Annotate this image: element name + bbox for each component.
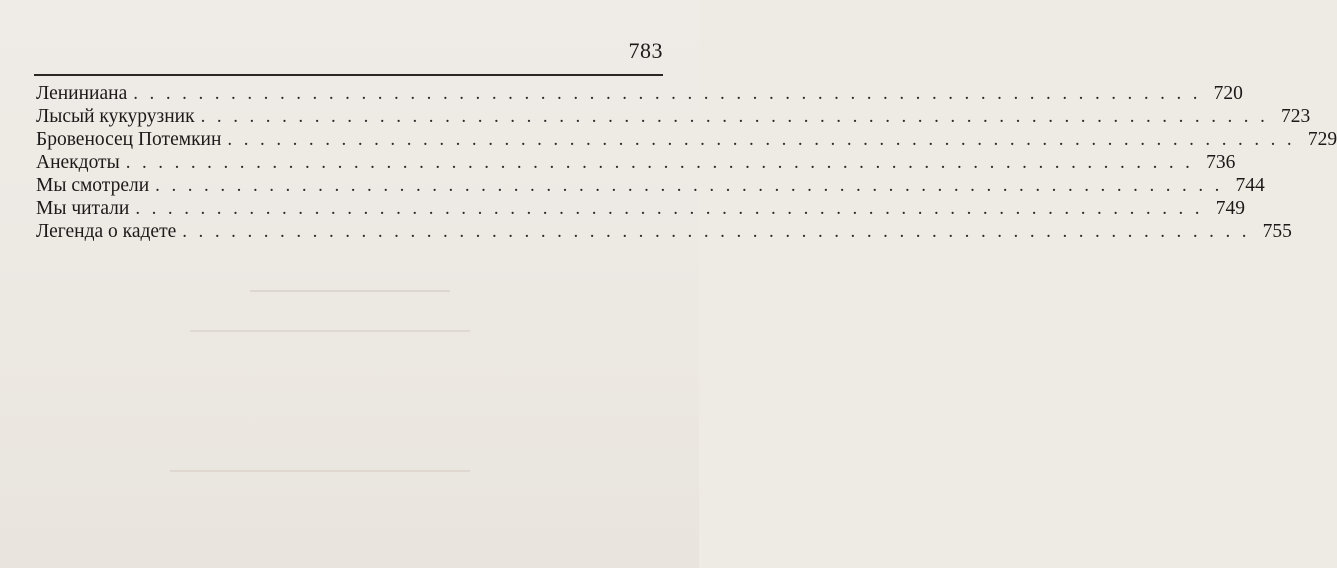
toc-entry[interactable] <box>36 197 1245 220</box>
toc-entry-page: 744 <box>1235 175 1265 196</box>
toc-entry-page: 755 <box>1262 221 1292 242</box>
toc-entry-page: 749 <box>1215 198 1245 219</box>
toc-entry-title: Лениниана <box>36 83 128 104</box>
toc-entry[interactable] <box>36 82 1243 105</box>
toc-leader-dots: . . . . . . . . . . . . . . . . . . . . . . . . . . . . . . . . . . . . . . . . . . . . . . . . . . . . . . . . . . . . . . . . . . <box>155 175 1223 196</box>
toc-entry[interactable] <box>36 105 1311 128</box>
bleed-through-shadow <box>250 290 450 292</box>
toc-entry-page: 720 <box>1213 83 1243 104</box>
toc-entry[interactable] <box>36 128 1337 151</box>
toc-leader-dots: . . . . . . . . . . . . . . . . . . . . . . . . . . . . . . . . . . . . . . . . . . . . . . . . . . . . . . . . . . . . . . . . . . <box>135 198 1203 219</box>
page-number: 783 <box>628 38 663 63</box>
toc-entry-page: 736 <box>1206 152 1236 173</box>
toc-entry-title: Мы смотрели <box>36 175 150 196</box>
bleed-through-shadow <box>190 330 470 332</box>
toc-entry[interactable] <box>36 174 1265 197</box>
toc-entry[interactable] <box>36 220 1292 243</box>
toc-leader-dots: . . . . . . . . . . . . . . . . . . . . . . . . . . . . . . . . . . . . . . . . . . . . . . . . . . . . . . . . . . . . . . . . . . <box>227 129 1296 150</box>
toc-leader-dots: . . . . . . . . . . . . . . . . . . . . . . . . . . . . . . . . . . . . . . . . . . . . . . . . . . . . . . . . . . . . . . . . . . <box>125 152 1194 173</box>
toc-entry-title: Легенда о кадете <box>36 221 177 242</box>
toc-entry-page: 729 <box>1307 129 1337 150</box>
toc-entry-page: 723 <box>1281 106 1311 127</box>
toc-leader-dots: . . . . . . . . . . . . . . . . . . . . . . . . . . . . . . . . . . . . . . . . . . . . . . . . . . . . . . . . . . . . . . . . . . <box>133 83 1201 104</box>
bleed-through-shadow <box>170 470 470 472</box>
toc-entry-title: Лысый кукурузник <box>36 106 195 127</box>
toc-entry-title: Мы читали <box>36 198 130 219</box>
toc-entry-title: Бровеносец Потемкин <box>36 129 222 150</box>
toc-leader-dots: . . . . . . . . . . . . . . . . . . . . . . . . . . . . . . . . . . . . . . . . . . . . . . . . . . . . . . . . . . . . . . . . . . <box>182 221 1250 242</box>
toc-leader-dots: . . . . . . . . . . . . . . . . . . . . . . . . . . . . . . . . . . . . . . . . . . . . . . . . . . . . . . . . . . . . . . . . . . <box>200 106 1269 127</box>
table-of-contents <box>36 82 1337 243</box>
toc-entry[interactable] <box>36 151 1236 174</box>
toc-entry-title: Анекдоты <box>36 152 120 173</box>
header-rule <box>34 74 663 76</box>
